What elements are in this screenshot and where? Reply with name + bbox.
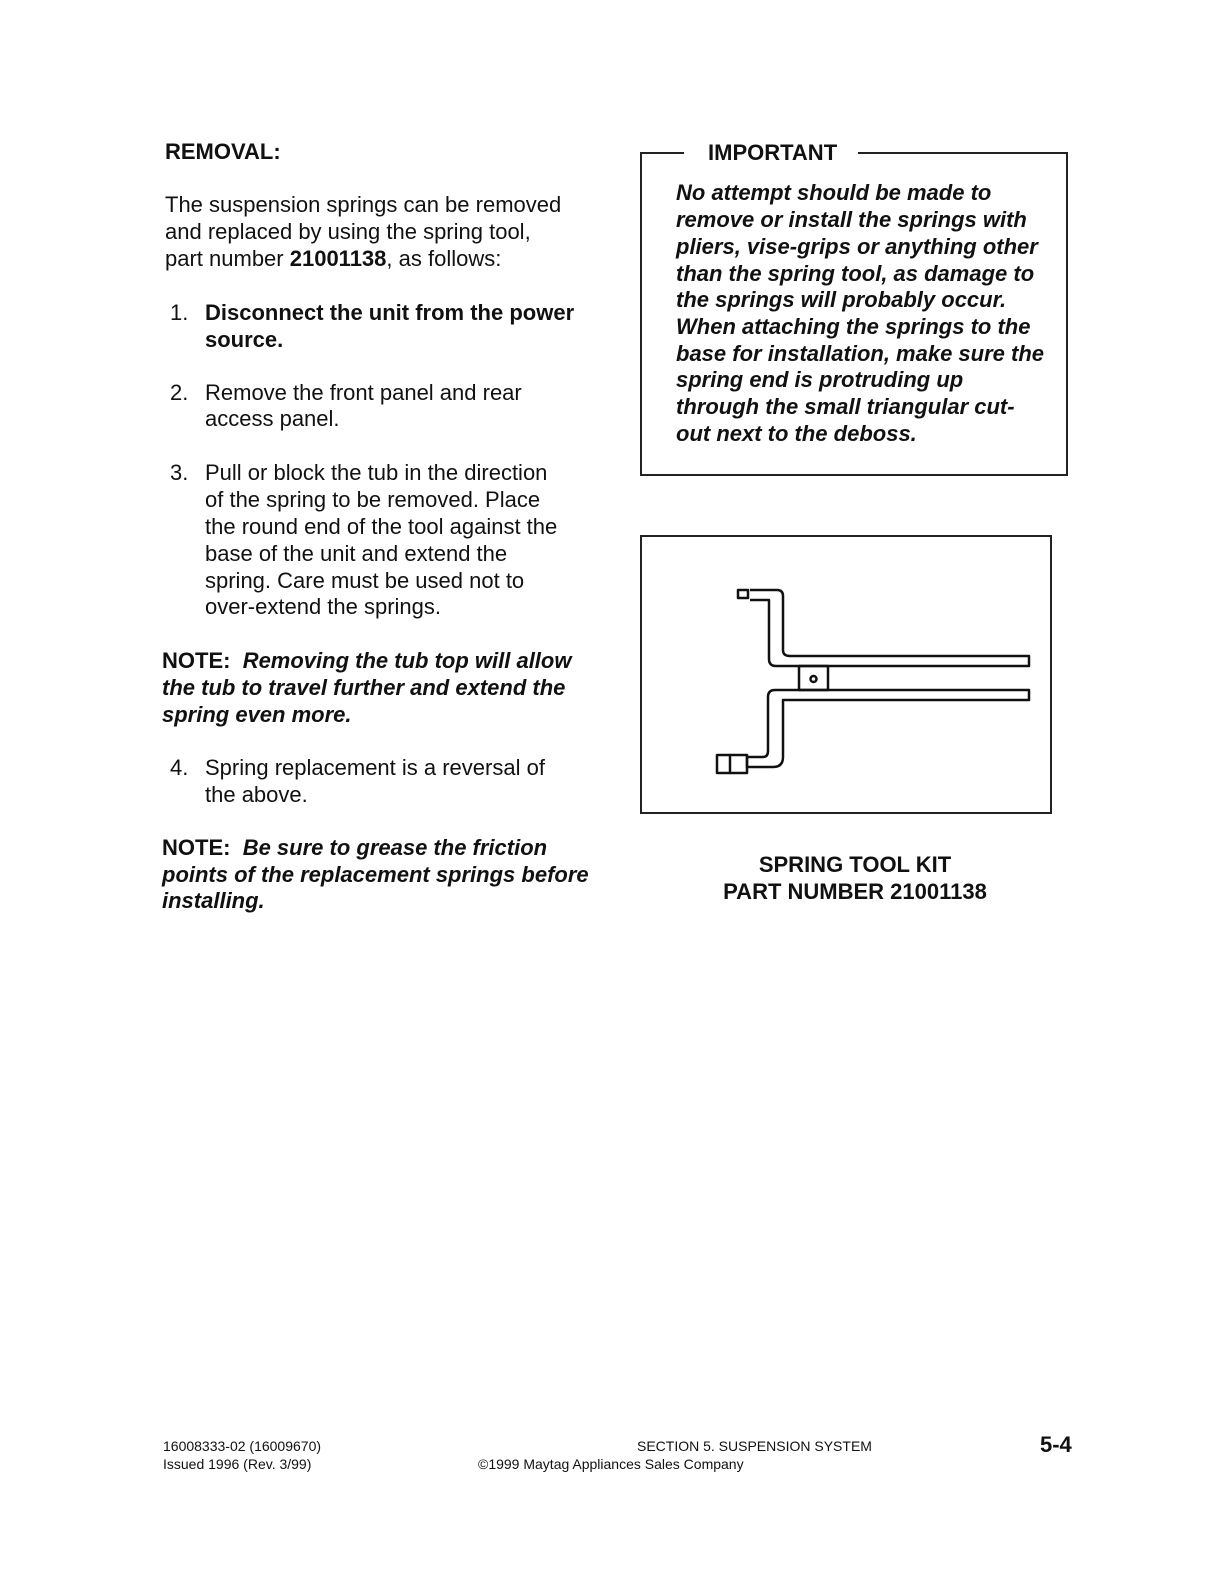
- figure-caption: SPRING TOOL KIT: [758, 852, 952, 877]
- page-number: 5-4: [1040, 1432, 1072, 1457]
- removal-heading: REMOVAL:: [165, 139, 281, 164]
- issued-date: Issued 1996 (Rev. 3/99): [163, 1456, 312, 1472]
- intro-suffix: , as follows:: [386, 246, 502, 271]
- step-text: Disconnect the unit from the power: [205, 300, 575, 325]
- step-text: the above.: [205, 782, 308, 807]
- step-text: the round end of the tool against the: [205, 514, 558, 539]
- important-text: the springs will probably occur.: [676, 287, 1007, 312]
- important-text: remove or install the springs with: [676, 207, 1027, 232]
- note-text: the tub to travel further and extend the: [162, 675, 566, 700]
- step-text: Remove the front panel and rear: [205, 380, 522, 405]
- note-text: Be sure to grease the friction: [242, 835, 548, 860]
- tool-hook-tip: [738, 590, 748, 598]
- important-text: No attempt should be made to: [676, 180, 992, 205]
- doc-number: 16008333-02 (16009670): [163, 1438, 322, 1454]
- intro-line: and replaced by using the spring tool,: [165, 219, 531, 244]
- lower-tool-arm: [747, 690, 1029, 767]
- figure-caption: PART NUMBER 21001138: [723, 879, 987, 904]
- step-text: Pull or block the tub in the direction: [205, 460, 548, 485]
- tool-round-end: [717, 755, 747, 773]
- note-text: installing.: [162, 888, 265, 913]
- step-text: over-extend the springs.: [205, 594, 442, 619]
- note-text: spring even more.: [162, 702, 352, 727]
- intro-prefix: part number: [165, 246, 290, 271]
- important-text: through the small triangular cut-: [676, 394, 1015, 419]
- divider: [858, 152, 1066, 154]
- important-text: pliers, vise-grips or anything other: [676, 234, 1038, 259]
- note-label: NOTE:: [162, 835, 231, 860]
- spring-tool-drawing: [640, 535, 1051, 815]
- important-text: than the spring tool, as damage to: [676, 261, 1035, 286]
- note-label: NOTE:: [162, 648, 231, 673]
- step-text: spring. Care must be used not to: [205, 568, 525, 593]
- intro-line: [165, 246, 501, 272]
- important-text: out next to the deboss.: [676, 421, 917, 446]
- part-number: 21001138: [289, 246, 387, 271]
- step-text: Spring replacement is a reversal of: [205, 755, 545, 780]
- step-text: base of the unit and extend the: [205, 541, 508, 566]
- section-title: SECTION 5. SUSPENSION SYSTEM: [637, 1438, 872, 1454]
- copyright: ©1999 Maytag Appliances Sales Company: [478, 1456, 744, 1472]
- step-text: access panel.: [205, 406, 340, 431]
- intro-line: The suspension springs can be removed: [165, 192, 562, 217]
- upper-tool-arm: [750, 590, 1029, 666]
- important-text: When attaching the springs to the: [676, 314, 1031, 339]
- step-number: 4.: [170, 755, 189, 780]
- note-text: points of the replacement springs before: [162, 862, 589, 887]
- important-text: spring end is protruding up: [676, 367, 964, 392]
- note-text: Removing the tub top will allow: [242, 648, 572, 673]
- step-number: 2.: [170, 380, 189, 405]
- important-label: IMPORTANT: [708, 140, 838, 165]
- step-text: of the spring to be removed. Place: [205, 487, 541, 512]
- tool-pivot-hole: [811, 676, 817, 682]
- step-number: 1.: [170, 300, 189, 325]
- divider: [640, 152, 684, 154]
- important-text: base for installation, make sure the: [676, 341, 1045, 366]
- step-text: source.: [205, 327, 284, 352]
- tool-pivot-block: [799, 666, 828, 690]
- step-number: 3.: [170, 460, 189, 485]
